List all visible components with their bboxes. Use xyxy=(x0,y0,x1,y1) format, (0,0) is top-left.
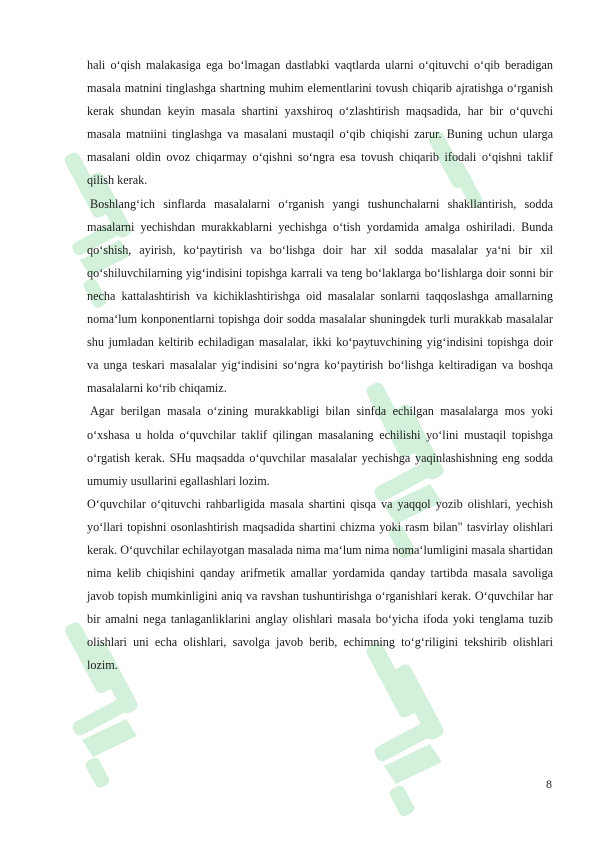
paragraph-3: Agar berilgan masala o‘zining murakkabligi bilan sinfda echilgan masalalarga mos yoki o‘xshasa u holda o‘quvchilar taklif qilingan masalaning echilishi yo‘lini mustaqil topishga o‘rgatish kerak. SHu maqsadda o‘quvchilar masalalar yechishga yaqinlashishning eng sodda umumiy usullarini egallashlari lozim. xyxy=(87,404,553,488)
paragraph-1: hali o‘qish malakasiga ega bo‘lmagan dastlabki vaqtlarda ularni o‘qituvchi o‘qib beradigan masala matnini tinglashga shartning muhim elementlarini tovush chiqarib ajratishga o‘rganish kerak shundan keyin masala shartini yaxshiroq o‘zlashtirish maqsadida, har bir o‘quvchi masala matniini tinglashga va masalani mustaqil o‘qib chiqishi zarur. Buning uchun ularga masalani oldin ovoz chiqarmay o‘qishni so‘ngra esa tovush chiqarib ifodali o‘qishni taklif qilish kerak. xyxy=(87,58,553,188)
body-text xyxy=(87,54,553,678)
paragraph-2: Boshlang‘ich sinflarda masalalarni o‘rganish yangi tushunchalarni shakllantirish, sodda masalarni yechishdan murakkablarni yechishga o‘tish yordamida amalga oshiriladi. Bunda qo‘shish, ayirish, ko‘paytirish va bo‘lishga doir har xil sodda masalalar ya‘ni bir xil qo‘shiluvchilarning yig‘indisini topishga karrali va teng bo‘laklarga bo‘lishlarga doir sonni bir necha kattalashtirish va kichiklashtirishga oid masalalar sonlarni taqqoslashga amallarning noma‘lum konponentlarni topishga doir sodda masalalar shuningdek turli murakkab masalalar shu jumladan keltirib echiladigan masalalar, ikki ko‘paytuvchining yig‘indisini topishga doir va unga teskari masalalar yig‘indisini so‘ngra ko‘paytirish bo‘lishga keltiradigan va boshqa masalalarni ko‘rib chiqamiz. xyxy=(87,196,553,396)
paragraph-4: O‘quvchilar o‘qituvchi rahbarligida masala shartini qisqa va yaqqol yozib olishlari, yechish yo‘llari topishni osonlashtirish maqsadida shartini chizma yoki rasm bilan" tasvirlay olishlari kerak. O‘quvchilar echilayotgan masalada nima ma‘lum nima noma‘lumligini masala shartidan nima kelib chiqishini qanday arifmetik amallar yordamida qanday tartibda masala savoliga javob topish mumkinligini aniq va ravshan tushuntirishga o‘rganishlari kerak. O‘quvchilar har bir amalni nega tanlaganliklarini anglay olishlari masala bo‘yicha ifoda yoki tenglama tuzib olishlari uni echa olishlari, savolga javob berib, echimning to‘g‘riligini tekshirib olishlari lozim. xyxy=(87,496,553,673)
page-number: 8 xyxy=(546,777,552,791)
